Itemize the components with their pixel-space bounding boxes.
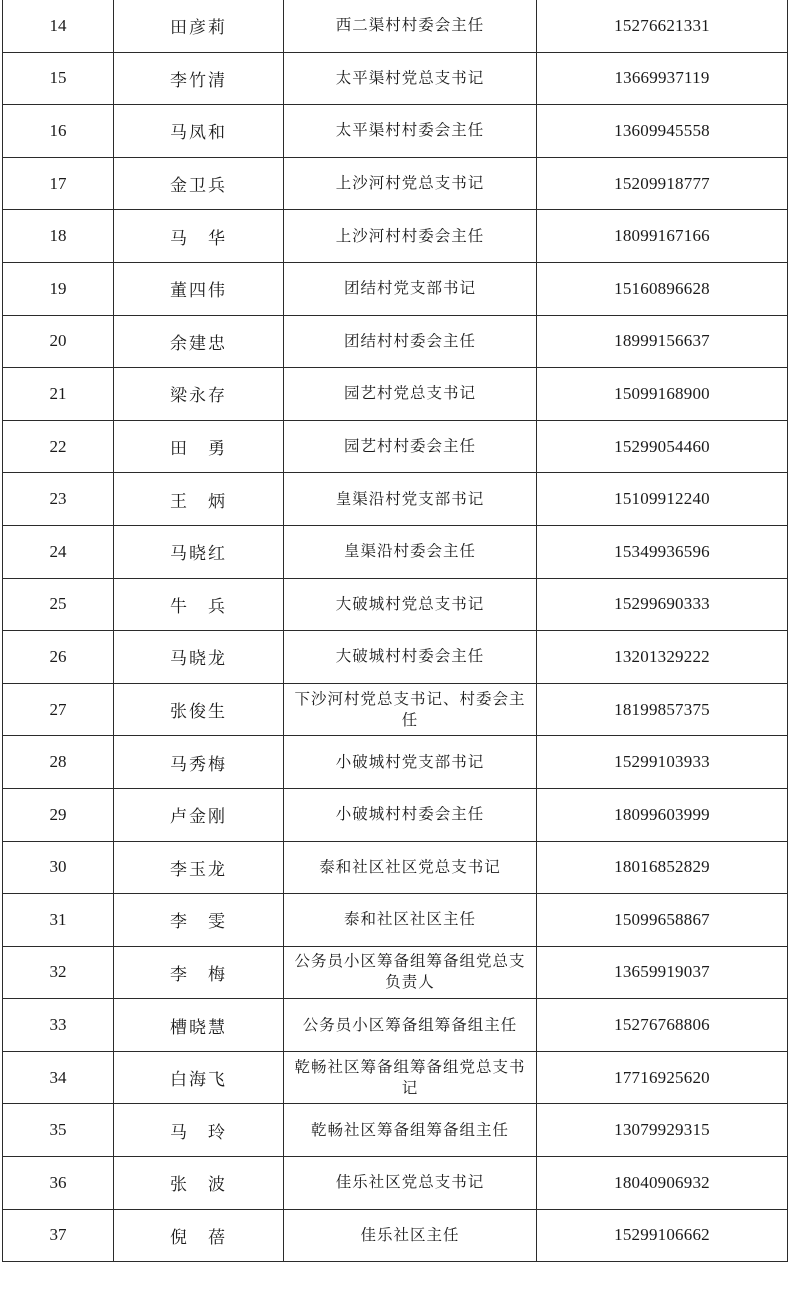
person-name: 马秀梅: [114, 736, 284, 789]
table-row: [3, 0, 788, 52]
person-name: 余建忠: [114, 315, 284, 368]
position-title: 佳乐社区主任: [284, 1209, 537, 1262]
table-row: [3, 736, 788, 789]
phone-number: 18099603999: [537, 788, 788, 841]
table-body: [3, 0, 788, 1262]
person-name: 马晓龙: [114, 631, 284, 684]
table-row: [3, 1104, 788, 1157]
person-name: 李竹清: [114, 52, 284, 105]
phone-number: 13669937119: [537, 52, 788, 105]
position-title: 小破城村村委会主任: [284, 788, 537, 841]
person-name: 马晓红: [114, 525, 284, 578]
phone-number: 18999156637: [537, 315, 788, 368]
row-number: 35: [3, 1104, 114, 1157]
phone-number: 15349936596: [537, 525, 788, 578]
phone-number: 18016852829: [537, 841, 788, 894]
person-name: 倪 蓓: [114, 1209, 284, 1262]
table-row: [3, 946, 788, 999]
person-name: 牛 兵: [114, 578, 284, 631]
phone-number: 13659919037: [537, 946, 788, 999]
position-title: 上沙河村村委会主任: [284, 210, 537, 263]
position-title: 大破城村党总支书记: [284, 578, 537, 631]
table-row: [3, 578, 788, 631]
position-title: 大破城村村委会主任: [284, 631, 537, 684]
position-title: 泰和社区社区主任: [284, 894, 537, 947]
phone-number: 15299103933: [537, 736, 788, 789]
phone-number: 15276621331: [537, 0, 788, 52]
person-name: 金卫兵: [114, 157, 284, 210]
row-number: 36: [3, 1157, 114, 1210]
table-row: [3, 999, 788, 1052]
phone-number: 18099167166: [537, 210, 788, 263]
row-number: 31: [3, 894, 114, 947]
table-row: [3, 262, 788, 315]
table-row: [3, 1051, 788, 1104]
phone-number: 17716925620: [537, 1051, 788, 1104]
phone-number: 15109912240: [537, 473, 788, 526]
position-title: 园艺村党总支书记: [284, 368, 537, 421]
phone-number: 15299690333: [537, 578, 788, 631]
person-name: 张俊生: [114, 683, 284, 736]
row-number: 29: [3, 788, 114, 841]
table-row: [3, 631, 788, 684]
person-name: 王 炳: [114, 473, 284, 526]
row-number: 26: [3, 631, 114, 684]
person-name: 田 勇: [114, 420, 284, 473]
table-row: [3, 894, 788, 947]
position-title: 皇渠沿村委会主任: [284, 525, 537, 578]
table-row: [3, 315, 788, 368]
row-number: 23: [3, 473, 114, 526]
position-title: 太平渠村党总支书记: [284, 52, 537, 105]
row-number: 19: [3, 262, 114, 315]
phone-number: 13079929315: [537, 1104, 788, 1157]
row-number: 30: [3, 841, 114, 894]
table-row: [3, 1157, 788, 1210]
position-title: 下沙河村党总支书记、村委会主任: [284, 683, 537, 736]
table-row: [3, 1209, 788, 1262]
person-name: 梁永存: [114, 368, 284, 421]
position-title: 上沙河村党总支书记: [284, 157, 537, 210]
position-title: 乾畅社区筹备组筹备组主任: [284, 1104, 537, 1157]
person-name: 马凤和: [114, 105, 284, 158]
position-title: 公务员小区筹备组筹备组党总支负责人: [284, 946, 537, 999]
row-number: 15: [3, 52, 114, 105]
phone-number: 13609945558: [537, 105, 788, 158]
position-title: 小破城村党支部书记: [284, 736, 537, 789]
row-number: 34: [3, 1051, 114, 1104]
person-name: 董四伟: [114, 262, 284, 315]
position-title: 西二渠村村委会主任: [284, 0, 537, 52]
table-row: [3, 157, 788, 210]
row-number: 37: [3, 1209, 114, 1262]
table-row: [3, 210, 788, 263]
position-title: 乾畅社区筹备组筹备组党总支书记: [284, 1051, 537, 1104]
row-number: 14: [3, 0, 114, 52]
row-number: 33: [3, 999, 114, 1052]
person-name: 卢金刚: [114, 788, 284, 841]
phone-number: 15209918777: [537, 157, 788, 210]
phone-number: 15276768806: [537, 999, 788, 1052]
position-title: 皇渠沿村党支部书记: [284, 473, 537, 526]
row-number: 28: [3, 736, 114, 789]
phone-number: 15299054460: [537, 420, 788, 473]
row-number: 32: [3, 946, 114, 999]
table-row: [3, 420, 788, 473]
table-row: [3, 788, 788, 841]
table-row: [3, 105, 788, 158]
person-name: 白海飞: [114, 1051, 284, 1104]
position-title: 团结村村委会主任: [284, 315, 537, 368]
cadre-contact-table: [2, 0, 788, 1262]
person-name: 田彦莉: [114, 0, 284, 52]
person-name: 张 波: [114, 1157, 284, 1210]
phone-number: 18040906932: [537, 1157, 788, 1210]
position-title: 佳乐社区党总支书记: [284, 1157, 537, 1210]
person-name: 李 梅: [114, 946, 284, 999]
position-title: 团结村党支部书记: [284, 262, 537, 315]
phone-number: 15299106662: [537, 1209, 788, 1262]
person-name: 槽晓慧: [114, 999, 284, 1052]
row-number: 22: [3, 420, 114, 473]
person-name: 马 华: [114, 210, 284, 263]
table-row: [3, 473, 788, 526]
position-title: 园艺村村委会主任: [284, 420, 537, 473]
position-title: 泰和社区社区党总支书记: [284, 841, 537, 894]
phone-number: 18199857375: [537, 683, 788, 736]
row-number: 27: [3, 683, 114, 736]
row-number: 20: [3, 315, 114, 368]
row-number: 24: [3, 525, 114, 578]
row-number: 17: [3, 157, 114, 210]
position-title: 公务员小区筹备组筹备组主任: [284, 999, 537, 1052]
table-row: [3, 525, 788, 578]
position-title: 太平渠村村委会主任: [284, 105, 537, 158]
row-number: 18: [3, 210, 114, 263]
row-number: 21: [3, 368, 114, 421]
phone-number: 15160896628: [537, 262, 788, 315]
phone-number: 15099168900: [537, 368, 788, 421]
table-row: [3, 683, 788, 736]
person-name: 李 雯: [114, 894, 284, 947]
phone-number: 13201329222: [537, 631, 788, 684]
table-row: [3, 368, 788, 421]
row-number: 25: [3, 578, 114, 631]
table-row: [3, 52, 788, 105]
person-name: 李玉龙: [114, 841, 284, 894]
phone-number: 15099658867: [537, 894, 788, 947]
row-number: 16: [3, 105, 114, 158]
table-row: [3, 841, 788, 894]
person-name: 马 玲: [114, 1104, 284, 1157]
